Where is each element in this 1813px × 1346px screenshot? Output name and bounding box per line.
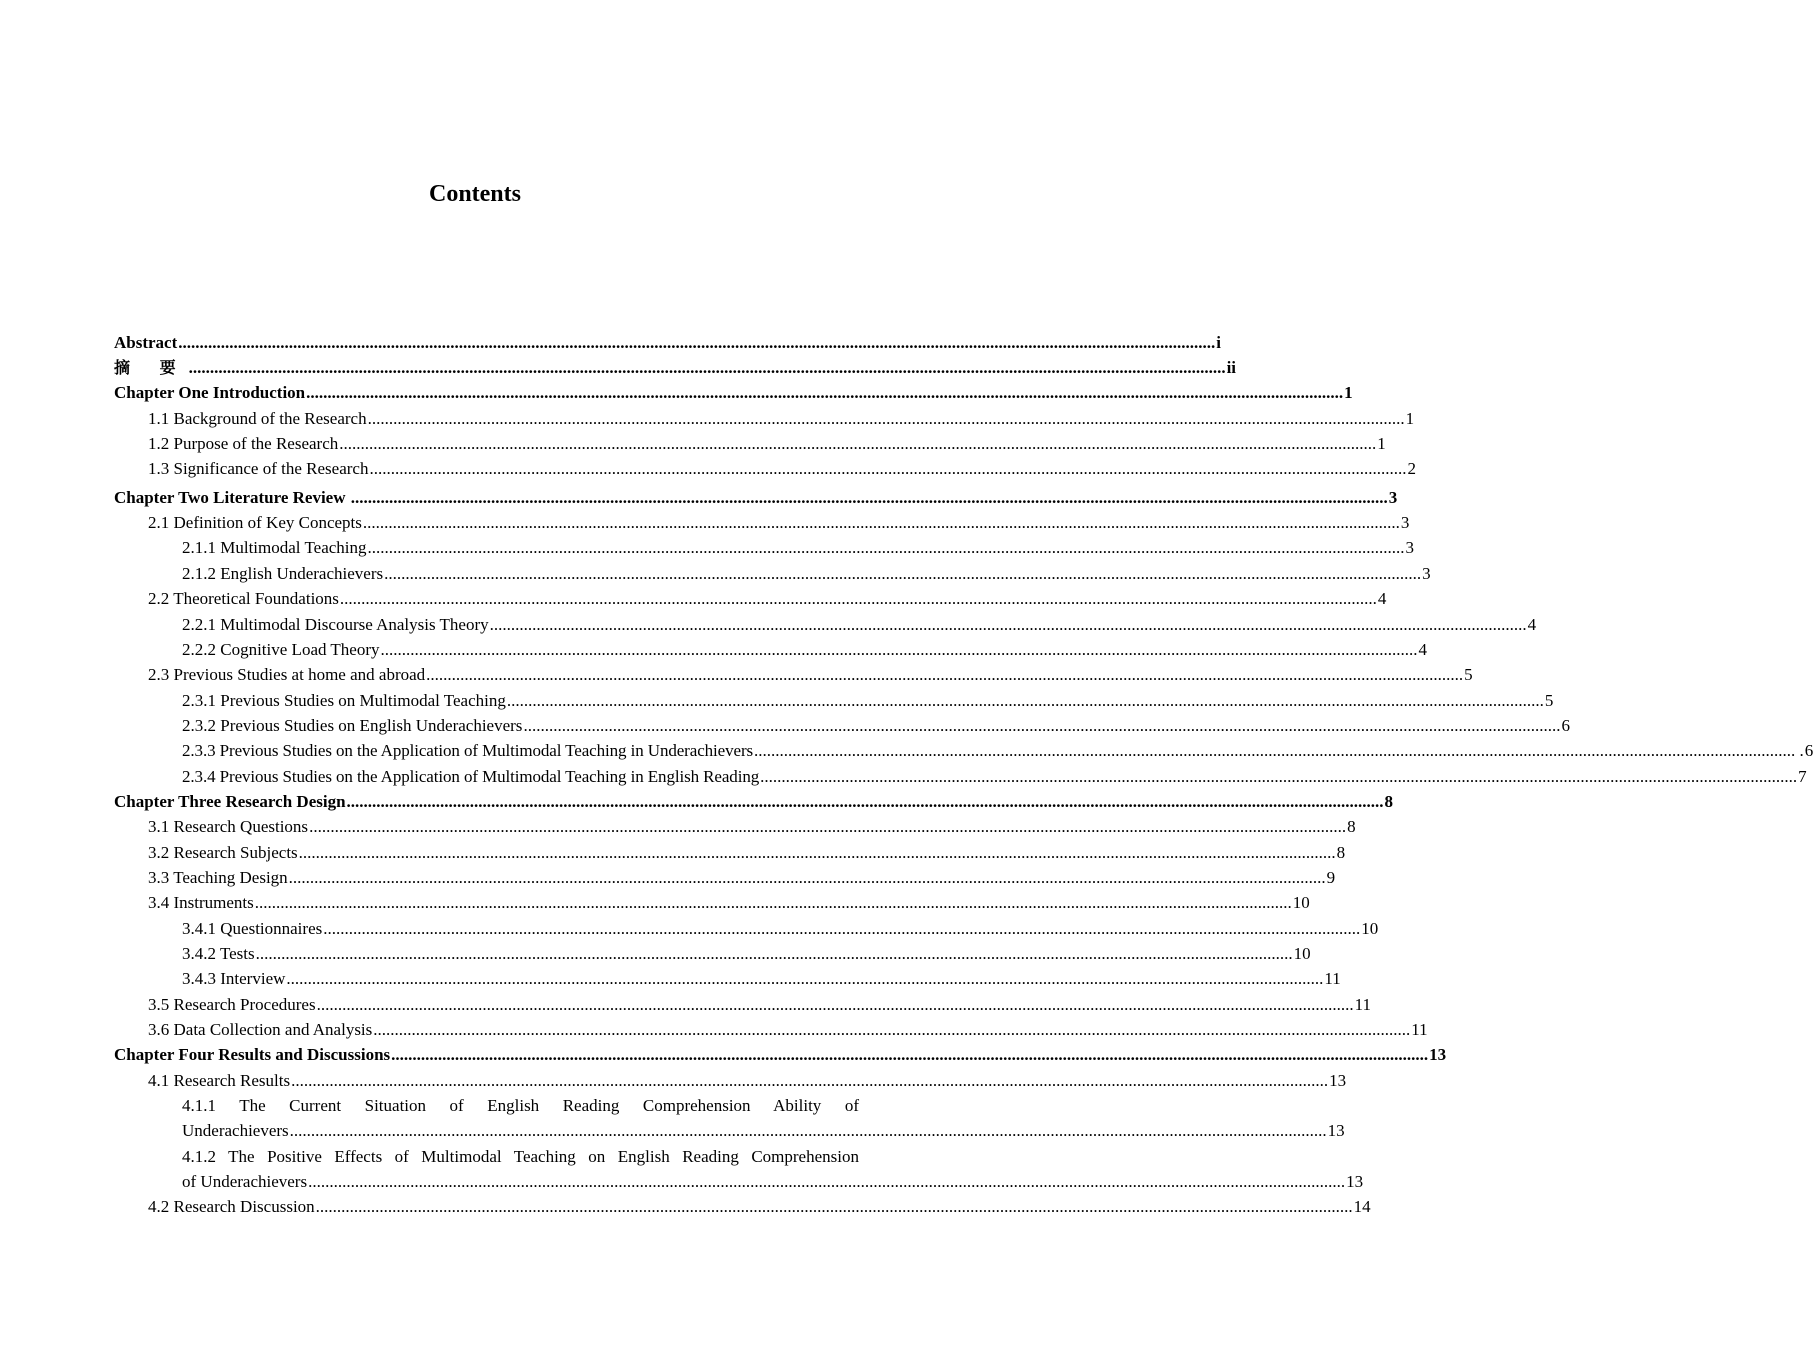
- toc-entry-page: 4: [1527, 615, 1537, 634]
- toc-entry-page: 13: [1346, 1172, 1364, 1192]
- toc-entry-page: 3: [1405, 538, 1415, 557]
- toc-entry-page: 10: [1292, 893, 1310, 912]
- toc-entry-2-3-4[interactable]: [182, 764, 1807, 789]
- toc-entry-label: 3.4.3 Interview: [182, 969, 286, 988]
- leader-dots: [286, 966, 1323, 991]
- toc-entry-page: 13: [1329, 1071, 1347, 1090]
- toc-entry-4-1-2[interactable]: [182, 1144, 1364, 1195]
- leader-dots: [760, 764, 1797, 789]
- leader-dots: [323, 916, 1360, 941]
- toc-entry-chinese-abstract[interactable]: [114, 355, 1237, 380]
- leader-dots: [368, 406, 1405, 431]
- toc-entry-2-2-2[interactable]: [182, 637, 1428, 662]
- leader-dots: [289, 865, 1326, 890]
- toc-entry-page: 6: [1804, 741, 1813, 760]
- toc-entry-page: 10: [1293, 944, 1311, 963]
- toc-entry-3-6[interactable]: [148, 1017, 1428, 1042]
- toc-entry-3-2[interactable]: [148, 840, 1346, 865]
- page-title: Contents: [428, 181, 521, 207]
- toc-entry-label: 2.2.2 Cognitive Load Theory: [182, 640, 380, 659]
- toc-entry-2-3-3[interactable]: [182, 738, 1813, 763]
- leader-dots: [381, 637, 1418, 662]
- toc-entry-label-line1: 4.1.2 The Positive Effects of Multimodal Teaching on English Reading Comprehension: [182, 1147, 859, 1166]
- toc-entry-2-2[interactable]: [148, 586, 1387, 611]
- toc-entry-label: 1.1 Background of the Research: [148, 409, 367, 428]
- toc-entry-4-1[interactable]: [148, 1068, 1347, 1093]
- toc-entry-page: 7: [1798, 767, 1807, 786]
- leader-dots: [368, 535, 1405, 560]
- leader-dots: [523, 713, 1560, 738]
- leader-dots: [255, 890, 1292, 915]
- leader-dots: [291, 1068, 1328, 1093]
- toc-entry-2-2-1[interactable]: [182, 612, 1537, 637]
- leader-dots: [369, 456, 1406, 481]
- toc-entry-chapter-two[interactable]: [114, 485, 1398, 510]
- leader-dots: ..... . .: [754, 738, 1804, 763]
- leader-dots: [340, 586, 1377, 611]
- toc-entry-page: 13: [1429, 1045, 1447, 1064]
- toc-entry-page: 3: [1400, 513, 1410, 532]
- toc-entry-abstract[interactable]: [114, 330, 1221, 355]
- toc-entry-page: 11: [1324, 969, 1341, 988]
- toc-entry-3-1[interactable]: [148, 814, 1356, 839]
- leader-dots: [347, 789, 1384, 814]
- toc-entry-label: 摘 要: [114, 358, 188, 377]
- leader-dots: [351, 485, 1388, 510]
- toc-entry-label: 3.4.1 Questionnaires: [182, 919, 323, 938]
- toc-entry-1-2[interactable]: [148, 431, 1386, 456]
- toc-entry-chapter-one[interactable]: [114, 380, 1353, 405]
- toc-entry-label: 2.3.2 Previous Studies on English Underachievers: [182, 716, 523, 735]
- leader-dots: [490, 612, 1527, 637]
- toc-entry-page: 11: [1411, 1020, 1428, 1039]
- leader-dots: [363, 510, 1400, 535]
- leader-dots: [256, 941, 1293, 966]
- toc-entry-label: 3.6 Data Collection and Analysis: [148, 1020, 373, 1039]
- toc-entry-page: 13: [1327, 1121, 1345, 1141]
- toc-entry-page: 9: [1326, 868, 1336, 887]
- toc-entry-label: Chapter Four Results and Discussions: [114, 1045, 391, 1064]
- toc-entry-label: 2.3 Previous Studies at home and abroad: [148, 665, 426, 684]
- leader-dots: [373, 1017, 1410, 1042]
- toc-entry-page: 3: [1422, 564, 1431, 583]
- toc-entry-chapter-four[interactable]: [114, 1042, 1447, 1067]
- toc-entry-4-2[interactable]: [148, 1194, 1371, 1219]
- toc-entry-label: 3.3 Teaching Design: [148, 868, 288, 887]
- toc-entry-2-1[interactable]: [148, 510, 1410, 535]
- toc-entry-label: Chapter Three Research Design: [114, 792, 346, 811]
- toc-entry-label: Abstract: [114, 333, 178, 352]
- toc-entry-page: 10: [1361, 919, 1379, 938]
- leader-dots: [189, 355, 1226, 380]
- toc-entry-2-1-1[interactable]: [182, 535, 1415, 560]
- leader-dots: [299, 840, 1336, 865]
- leader-dots: [507, 688, 1544, 713]
- leader-dots: [426, 662, 1463, 687]
- toc-entry-3-4-1[interactable]: [182, 916, 1379, 941]
- toc-entry-page: 8: [1336, 843, 1346, 862]
- leader-dots: [384, 561, 1421, 586]
- toc-entry-page: 3: [1388, 488, 1398, 507]
- leader-dots: [306, 380, 1343, 405]
- toc-entry-chapter-three[interactable]: [114, 789, 1394, 814]
- toc-entry-page: i: [1216, 333, 1221, 352]
- toc-entry-label: 2.1.1 Multimodal Teaching: [182, 538, 367, 557]
- toc-entry-label: 2.2 Theoretical Foundations: [148, 589, 339, 608]
- toc-entry-page: 1: [1405, 409, 1415, 428]
- toc-entry-1-1[interactable]: [148, 406, 1415, 431]
- toc-entry-page: 5: [1464, 665, 1473, 684]
- toc-entry-3-4[interactable]: [148, 890, 1310, 915]
- toc-entry-2-3[interactable]: [148, 662, 1473, 687]
- toc-entry-3-3[interactable]: [148, 865, 1336, 890]
- toc-entry-2-3-2[interactable]: [182, 713, 1570, 738]
- leader-dots: [290, 1118, 1327, 1143]
- toc-entry-3-4-3[interactable]: [182, 966, 1341, 991]
- toc-entry-label: 3.5 Research Procedures: [148, 995, 316, 1014]
- toc-entry-label: of Underachievers: [182, 1172, 308, 1192]
- toc-entry-page: 4: [1418, 640, 1428, 659]
- toc-entry-page: 5: [1544, 691, 1554, 710]
- toc-entry-label: 2.3.1 Previous Studies on Multimodal Teaching: [182, 691, 506, 710]
- toc-entry-label: 4.1 Research Results: [148, 1071, 291, 1090]
- toc-entry-label: 2.2.1 Multimodal Discourse Analysis Theory: [182, 615, 489, 634]
- leader-dots: [339, 431, 1376, 456]
- toc-entry-3-4-2[interactable]: [182, 941, 1311, 966]
- toc-entry-label-line1: 4.1.1 The Current Situation of English Reading Comprehension Ability of: [182, 1096, 859, 1115]
- toc-entry-label: 2.1.2 English Underachievers: [182, 564, 384, 583]
- leader-dots: [391, 1042, 1428, 1067]
- toc-entry-label: 2.3.3 Previous Studies on the Application of Multimodal Teaching in Underachievers: [182, 741, 754, 760]
- toc-entry-page: 1: [1344, 383, 1353, 402]
- toc-entry-1-3[interactable]: [148, 456, 1416, 481]
- toc-entry-label: 3.1 Research Questions: [148, 817, 309, 836]
- toc-entry-label: Chapter One Introduction: [114, 383, 306, 402]
- leader-dots: [317, 992, 1354, 1017]
- toc-entry-label: 2.1 Definition of Key Concepts: [148, 513, 362, 532]
- toc-entry-2-3-1[interactable]: [182, 688, 1554, 713]
- toc-entry-label: 3.4 Instruments: [148, 893, 254, 912]
- toc-entry-2-1-2[interactable]: [182, 561, 1431, 586]
- toc-entry-page: 2: [1407, 459, 1416, 478]
- toc-entry-page: 1: [1377, 434, 1386, 453]
- toc-entry-label: 1.2 Purpose of the Research: [148, 434, 339, 453]
- toc-entry-4-1-1[interactable]: [182, 1093, 1345, 1144]
- toc-entry-label: Underachievers: [182, 1121, 289, 1141]
- toc-entry-page: ii: [1226, 358, 1237, 377]
- toc-entry-label: 3.2 Research Subjects: [148, 843, 298, 862]
- toc-entry-label: Chapter Two Literature Review: [114, 488, 350, 507]
- toc-entry-page: 8: [1384, 792, 1394, 811]
- toc-entry-page: 6: [1561, 716, 1570, 735]
- toc-entry-page: 4: [1377, 589, 1387, 608]
- leader-dots: [309, 814, 1346, 839]
- leader-dots: [308, 1169, 1345, 1194]
- toc-entry-page: 14: [1353, 1197, 1371, 1216]
- toc-entry-3-5[interactable]: [148, 992, 1371, 1017]
- toc-entry-label: 1.3 Significance of the Research: [148, 459, 369, 478]
- leader-dots: [316, 1194, 1353, 1219]
- toc-entry-label: 2.3.4 Previous Studies on the Application of Multimodal Teaching in English Reading: [182, 767, 760, 786]
- toc-entry-label: 3.4.2 Tests: [182, 944, 255, 963]
- toc-entry-label: 4.2 Research Discussion: [148, 1197, 315, 1216]
- toc-entry-page: 8: [1347, 817, 1356, 836]
- leader-dots: [178, 330, 1215, 355]
- toc-entry-page: 11: [1354, 995, 1371, 1014]
